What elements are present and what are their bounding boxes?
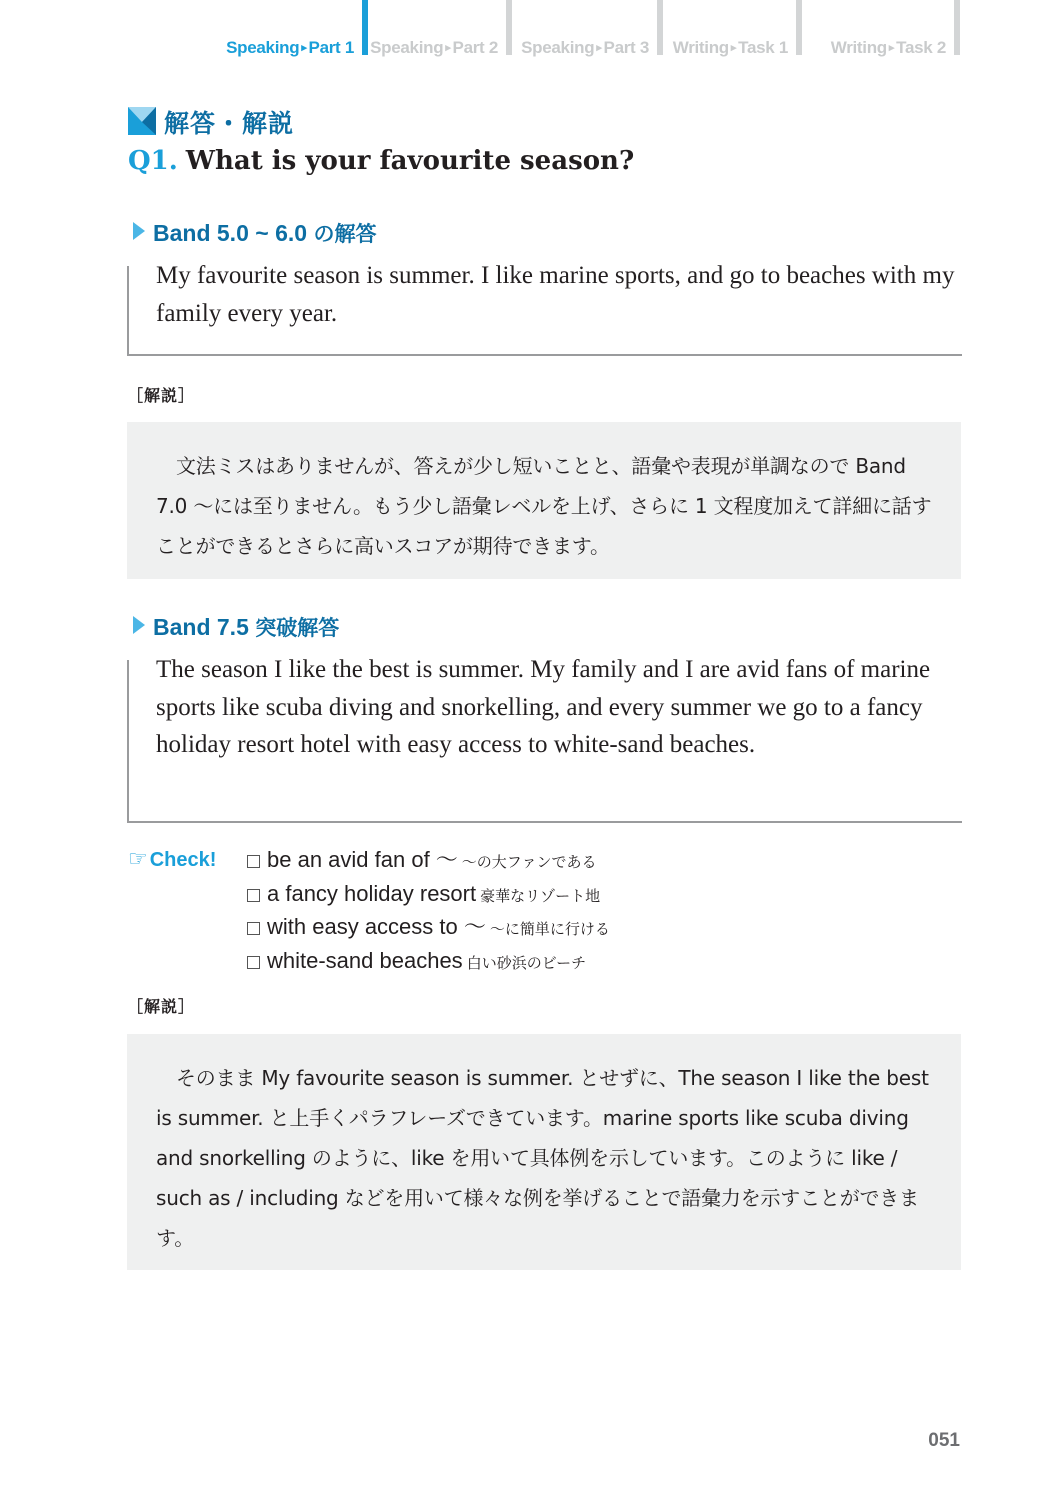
tab-speaking-part-2[interactable] (372, 0, 512, 58)
band-1-heading (133, 218, 376, 248)
vocab-term: with easy access to ～ (267, 914, 486, 939)
band-2-heading (133, 612, 339, 642)
envelope-corner-icon (128, 107, 156, 135)
check-label (128, 847, 216, 872)
tab-section-label: Speaking (226, 38, 300, 57)
vocab-term: white-sand beaches (267, 947, 463, 973)
tab-arrow-icon: ▸ (730, 42, 737, 54)
tab-section-label: Speaking (370, 38, 444, 57)
tab-part-label: Part 1 (308, 38, 354, 57)
tab-indicator (657, 0, 663, 55)
tab-section-label: Writing (830, 38, 887, 57)
tab-indicator (954, 0, 960, 55)
list-item (247, 843, 610, 877)
tab-speaking-part-3[interactable] (519, 0, 663, 58)
explanation-1-label: ［解説］ (127, 386, 196, 405)
band-2-title-suffix: 突破解答 (255, 616, 340, 640)
tab-section-label: Writing (672, 38, 729, 57)
question-heading (128, 146, 634, 176)
explanation-2-text: そのまま My favourite season is summer. とせずに、The season I like the best is summer. と上手くパラフレーズできています。marine sports like scuba diving and snorkelling のように、like を用いて具体例を示しています。このように like / such as / including などを用いて様々な例を挙げることで語彙力を示すことができます。 (156, 1066, 929, 1250)
tab-writing-task-1[interactable] (670, 0, 802, 58)
explanation-1-box (127, 422, 961, 579)
checkbox[interactable] (247, 855, 260, 868)
vocab-meaning: 白い砂浜のビーチ (466, 953, 587, 972)
question-text: What is your favourite season? (185, 146, 635, 176)
band-1-answer-text: My favourite season is summer. I like marine sports, and go to beaches with my family every year. (156, 262, 955, 327)
explanation-2-label: ［解説］ (127, 997, 196, 1016)
list-item (247, 910, 610, 944)
tab-arrow-icon: ▸ (888, 42, 895, 54)
band-1-title-suffix: の解答 (313, 222, 377, 246)
band-1-answer-box (127, 262, 962, 356)
question-number: Q1. (128, 146, 178, 176)
tab-indicator (796, 0, 802, 55)
tab-section-label: Speaking (521, 38, 595, 57)
checkbox[interactable] (247, 922, 260, 935)
checkbox[interactable] (247, 889, 260, 902)
tab-part-label: Part 2 (452, 38, 498, 57)
vocab-term: be an avid fan of ～ (267, 847, 458, 872)
vocab-meaning: ～の大ファンである (461, 853, 597, 871)
tab-arrow-icon: ▸ (596, 42, 602, 54)
pointing-hand-icon: ☞ (128, 847, 148, 872)
triangle-right-icon (133, 616, 145, 634)
checkbox[interactable] (247, 956, 260, 969)
explanation-2-box (127, 1034, 961, 1270)
tab-part-label: Task 2 (896, 38, 946, 57)
section-tabs (222, 0, 962, 58)
tab-arrow-icon: ▸ (445, 42, 451, 54)
vocab-meaning: ～に簡単に行ける (489, 920, 610, 938)
band-2-answer-text: The season I like the best is summer. My family and I are avid fans of marine sports like scuba diving and snorkelling, and every summer we go to a fancy holiday resort hotel with easy access to white-sand beaches. (156, 656, 931, 758)
explanation-1-text: 文法ミスはありませんが、答えが少し短いことと、語彙や表現が単調なので Band 7.0 ～には至りません。もう少し語彙レベルを上げ、さらに 1 文程度加えて詳細に話すことができるとさらに高いスコアが期待できます。 (156, 454, 932, 558)
band-1-title: Band 5.0 ~ 6.0 (153, 220, 308, 246)
vocab-meaning: 豪華なリゾート地 (480, 886, 601, 905)
tab-indicator (362, 0, 368, 55)
tab-part-label: Task 1 (738, 38, 788, 57)
vocab-term: a fancy holiday resort (267, 880, 477, 906)
band-2-title: Band 7.5 (153, 614, 249, 640)
check-label-text: Check! (149, 849, 217, 871)
tab-writing-task-2[interactable] (820, 0, 960, 58)
section-title: 解答・解説 (164, 109, 295, 138)
triangle-right-icon (133, 222, 145, 240)
tab-arrow-icon: ▸ (301, 42, 307, 54)
band-2-answer-box (127, 656, 962, 823)
page-number: 051 (928, 1430, 960, 1451)
tab-speaking-part-1[interactable] (222, 0, 368, 58)
tab-part-label: Part 3 (603, 38, 649, 57)
list-item (247, 944, 610, 978)
vocabulary-checklist (247, 843, 610, 977)
list-item (247, 877, 610, 911)
tab-indicator (506, 0, 512, 55)
